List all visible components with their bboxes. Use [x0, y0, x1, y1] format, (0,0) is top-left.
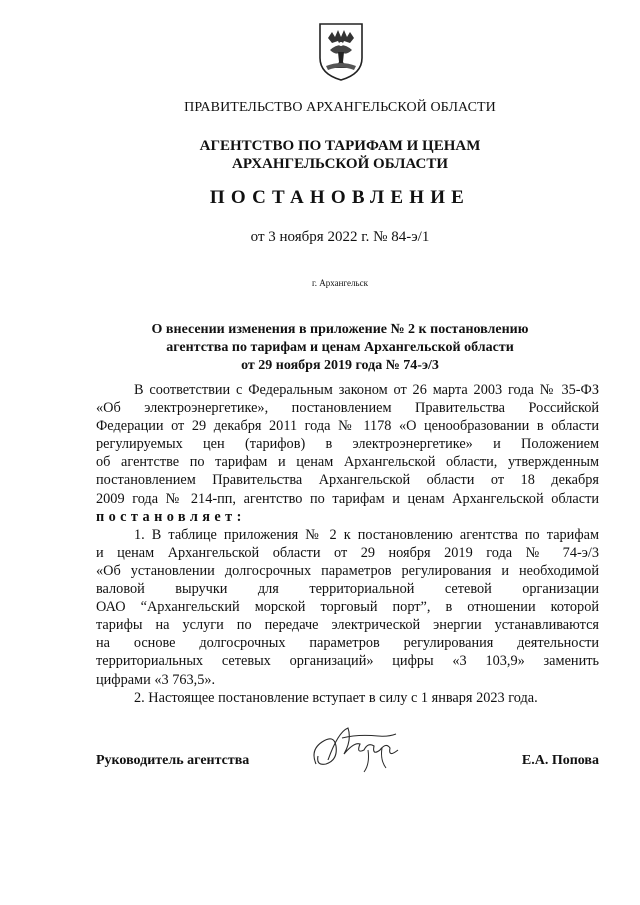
government-name: ПРАВИТЕЛЬСТВО АРХАНГЕЛЬСКОЙ ОБЛАСТИ [184, 100, 496, 115]
preamble-line: 2009 года № 214-пп, агентство по тарифам и ценам Архангельской области [96, 490, 599, 507]
document-body [96, 381, 599, 707]
item-1-line: цифрами «3 763,5». [96, 671, 216, 688]
preamble-line: Федерации от 29 декабря 2011 года № 1178 «О ценообразовании в области [96, 418, 599, 435]
preamble-line: В соответствии с Федеральным законом от 26 марта 2003 года № 35-ФЗ [134, 382, 599, 398]
preamble-line: постановлением Правительства Архангельской области от 18 декабря [96, 472, 599, 489]
signatory-name: Е.А. Попова [521, 753, 599, 768]
item-1-line: 1. В таблице приложения № 2 к постановлению агентства по тарифам [134, 526, 599, 543]
item-1-line: ОАО “Архангельский морской торговый порт”, в отношении которой [96, 599, 599, 616]
document-subject [60, 321, 620, 375]
item-1-line: на основе долгосрочных параметров регулирования деятельности [96, 635, 599, 652]
preamble-line: об агентстве по тарифам и ценам Архангельской области, утвержденным [96, 454, 599, 471]
preamble-line: регулируемых цен (тарифов) в электроэнергетике» и Положением [96, 436, 599, 453]
item-1-line: территориальных сетевых организаций» цифры «3 103,9» заменить [96, 653, 599, 670]
decree-word: постановляет: [96, 508, 246, 525]
item-1-paragraph [96, 526, 599, 689]
signatory-position: Руководитель агентства [96, 753, 250, 768]
document-date-number: от 3 ноября 2022 г. № 84-э/1 [250, 229, 430, 245]
document-type: ПОСТАНОВЛЕНИЕ [209, 187, 471, 208]
agency-name [60, 137, 620, 173]
item-1-line: и ценам Архангельской области от 29 ноября 2019 года № 74-э/3 [96, 544, 599, 561]
preamble-line: «Об электроэнергетике», постановлением Правительства Российской [96, 400, 599, 417]
signature-row [96, 753, 599, 773]
item-1-line: «Об установлении долгосрочных параметров регулирования и необходимой [96, 562, 599, 579]
item-1-line: валовой выручки для территориальной сетевой организации [96, 581, 599, 598]
preamble-paragraph [96, 381, 599, 526]
agency-name-line1: АГЕНТСТВО ПО ТАРИФАМ И ЦЕНАМ [199, 138, 481, 154]
document-city: г. Архангельск [312, 278, 368, 288]
subject-line3: от 29 ноября 2019 года № 74-э/3 [241, 358, 439, 373]
agency-name-line2: АРХАНГЕЛЬСКОЙ ОБЛАСТИ [232, 156, 448, 172]
item-1-line: тарифы на услуги по передаче электрической энергии устанавливаются [96, 617, 599, 634]
coat-of-arms-icon [316, 22, 366, 82]
subject-line1: О внесении изменения в приложение № 2 к постановлению [151, 322, 529, 337]
subject-line2: агентства по тарифам и ценам Архангельской области [166, 340, 514, 355]
item-2-paragraph: 2. Настоящее постановление вступает в силу с 1 января 2023 года. [134, 689, 538, 706]
